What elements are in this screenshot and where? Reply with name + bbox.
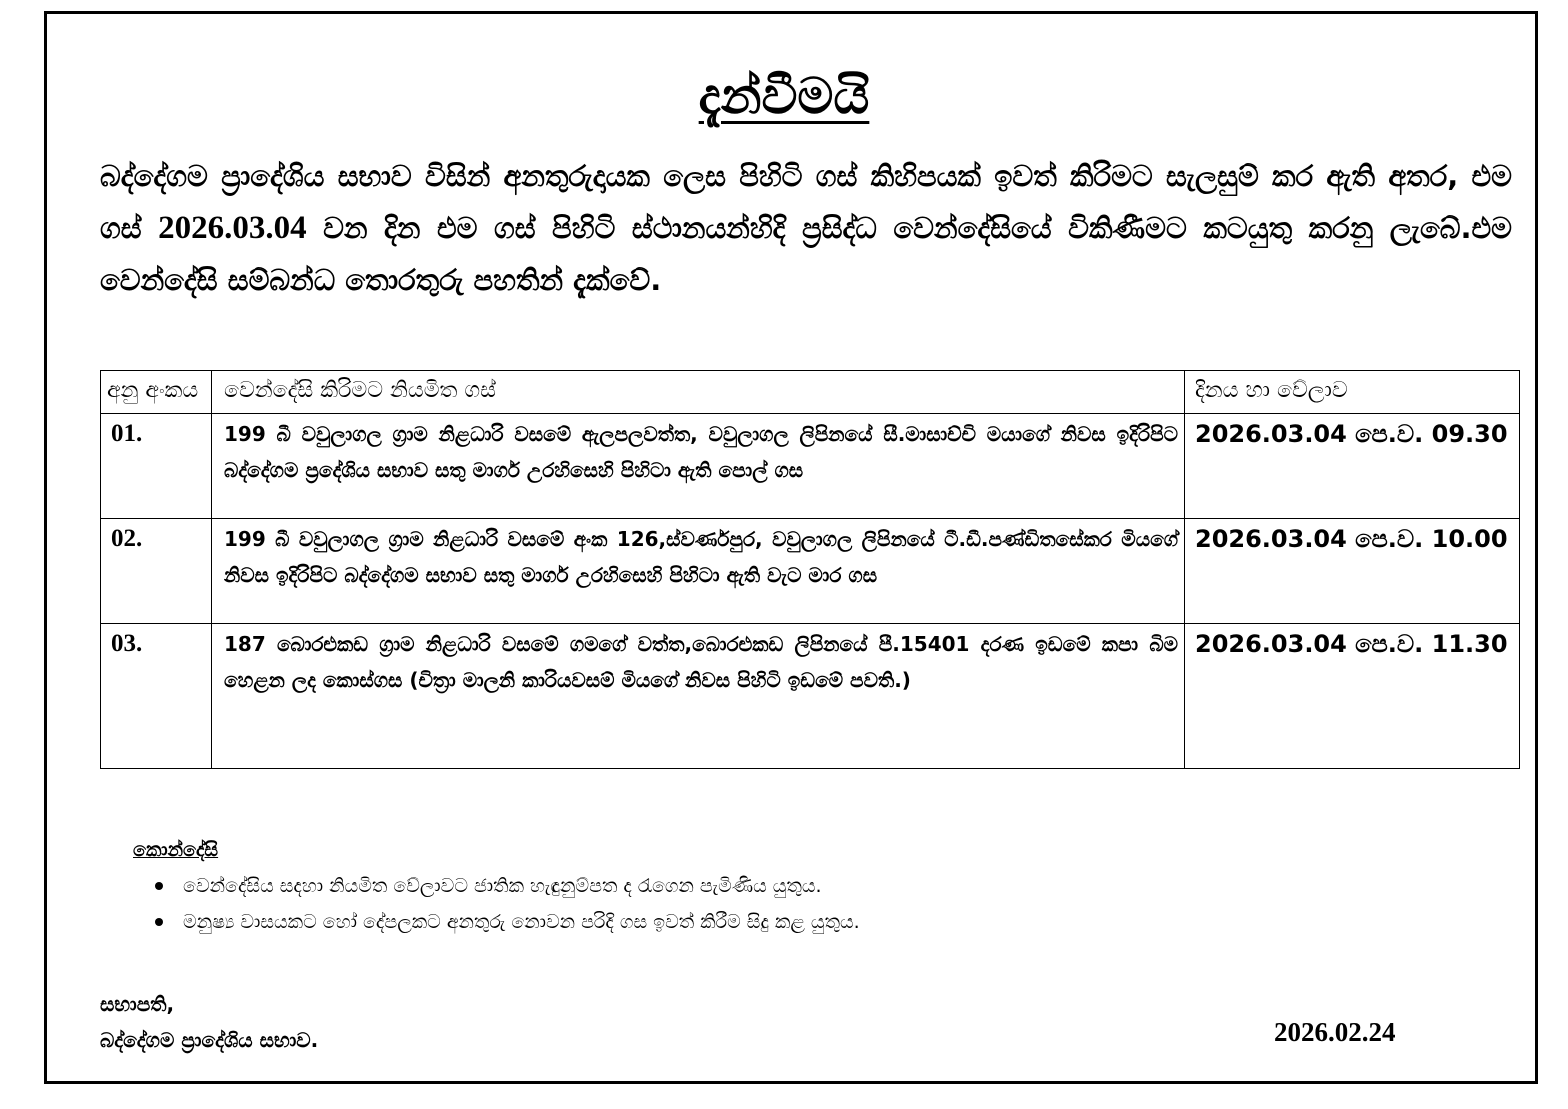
row-description: 187 බොරළුකඩ ග්‍රාම නිළධාරි වසමේ ගමගේ වත්ත,බොරළුකඩ ලිපිනයේ පී.15401 දරණ ඉඩමේ කපා බිම හෙළන ලද කොස්ගස (චිත්‍රා මාලනි කාරියවසම් මියගේ නිවස පිහිටි ඉඩමේ පවති.) [212, 624, 1185, 769]
row-number: 01. [101, 414, 212, 519]
signatory-title: සභාපති, [100, 992, 175, 1016]
table-row [101, 519, 1520, 624]
conditions-heading: කොන්දේසි [133, 839, 219, 861]
conditions-list [133, 868, 1333, 940]
notice-intro-paragraph [100, 150, 1512, 306]
header-number: අනු අංකය [101, 371, 212, 414]
row-description: 199 බී වවුලාගල ග්‍රාම නිළධාරි වසමේ අංක 126,ස්වර්ණපුර, වවුලාගල ලිපිනයේ ටී.ඩී.පණ්ඩිතසේකර මියගේ නිවස ඉදිරිපිට බද්දේගම සභාව සතු මාර්ග උරහිසෙහි පිහිටා ඇති වැට මාර ගස [212, 519, 1185, 624]
list-item [183, 904, 1333, 940]
bullet-icon [155, 918, 163, 926]
condition-text: මනුෂ්‍ය වාසයකට හෝ දේපලකට අනතුරු නොවන පරිදි ගස ඉවත් කිරීම සිදු කළ යුතුය. [183, 911, 860, 933]
intro-text-part1: බද්දේගම ප්‍රාදේශිය සභාව විසින් අනතුරුදායක ලෙස පිහිටි ගස් කිහිපයක් ඉවත් කිරිමට සැලසුම් කර ඇති අතර, එම ගස් [100, 159, 1512, 245]
header-description: වෙන්දේසි කිරිමට නියමිත ගස් [212, 371, 1185, 414]
bullet-icon [155, 882, 163, 890]
table-header-row [101, 371, 1520, 414]
row-date-time: 2026.03.04 පෙ.ව. 11.30 [1185, 624, 1520, 769]
table-row [101, 414, 1520, 519]
auction-table [100, 370, 1520, 769]
row-date-time: 2026.03.04 පෙ.ව. 10.00 [1185, 519, 1520, 624]
intro-text-part2: වන දින එම ගස් පිහිටි ස්ථානයන්හිදි ප්‍රසිද්ධ වෙන්දේසියේ විකිණීමට කටයුතු කරනු ලැබේ.එම වෙන්දේසි සම්බන්ධ තොරතුරු පහතින් දැක්වේ. [100, 211, 1512, 297]
condition-text: වෙන්දේසිය සදහා නියමිත වේලාවට ජාතික හැඳුනුම්පත ද රැගෙන පැමිණිය යුතුය. [183, 875, 822, 897]
row-date-time: 2026.03.04 පෙ.ව. 09.30 [1185, 414, 1520, 519]
header-date-time: දිනය හා වේලාව [1185, 371, 1520, 414]
notice-date: 2026.02.24 [1274, 1017, 1396, 1047]
notice-title [0, 64, 1568, 128]
list-item [183, 868, 1333, 904]
row-description: 199 බී වවුලාගල ග්‍රාම නිළධාරි වසමේ ඇලපලවත්ත, වවුලාගල ලිපිනයේ සී.මාසාච්චි මයාගේ නිවස ඉදිරිපිට බද්දේගම ප්‍රදේශිය සභාව සතු මාර්ග උරහිසෙහි පිහිටා ඇති පොල් ගස [212, 414, 1185, 519]
notice-title-text: දැන්වීමයි [698, 67, 870, 125]
conditions-section [133, 836, 1333, 940]
table-row [101, 624, 1520, 769]
row-number: 03. [101, 624, 212, 769]
signatory-organization: බද්දේගම ප්‍රාදේශිය සභාව. [100, 1028, 319, 1052]
intro-auction-date: 2026.03.04 [158, 210, 307, 246]
signatory-block [100, 986, 318, 1058]
row-number: 02. [101, 519, 212, 624]
